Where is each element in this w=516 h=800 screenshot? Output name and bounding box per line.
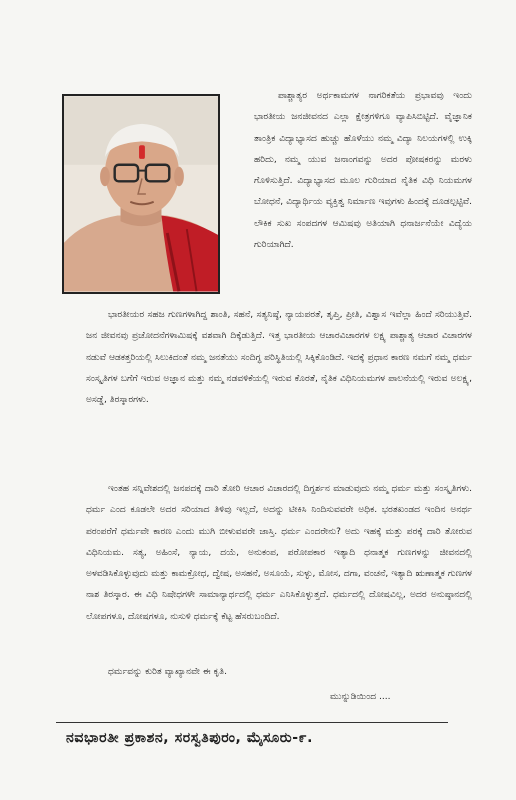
paragraph-1-lead: ಭಾರತೀಯರ ಸಹಜ ಗುಣಗಳಾಗಿದ್ದ ಶಾಂತಿ, ಸಹನೆ, ಸತ್ಯನಿಷ್ಠೆ, ನ್ಯಾಯಪರತೆ, <box>108 310 324 320</box>
author-portrait <box>62 94 220 294</box>
divider-line <box>56 722 448 723</box>
publisher-imprint: ನವಭಾರತೀ ಪ್ರಕಾಶನ, ಸರಸ್ವತಿಪುರಂ, ಮೈಸೂರು-೯. <box>66 730 314 746</box>
signoff-text: ಮುನ್ನುಡಿಯಿಂದ .... <box>330 692 391 702</box>
paragraph-1-text: ತೃಪ್ತಿ, ಪ್ರೀತಿ, ವಿಶ್ವಾಸ ಇವೆಲ್ಲಾ ಹಿಂದೆ ಸರಿಯುತ್ತಿವೆ. ಜನ ಜೀವನವು ಪ್ರಚೋದನೆಗಳಾಮಿಷಕ್ಕೆ ವಶವಾಗಿ ದಿಕ್ಕೆಡುತ್ತಿದೆ. ಇತ್ತ ಭಾರತೀಯ ಆಚಾರವಿಚಾರಗಳ ಲಕ್ಷ್ಯ ಪಾಶ್ಚಾತ್ಯ ಆಚಾರ ವಿಚಾರಗಳ ನಡುವೆ ಆಡಕತ್ತರಿಯಲ್ಲಿ ಸಿಲುಕಿದಂತೆ ನಮ್ಮ ಜನತೆಯು ಸಂದಿಗ್ಧ ಪರಿಸ್ಥಿತಿಯಲ್ಲಿ ಸಿಕ್ಕಿಕೊಂಡಿದೆ. ಇದಕ್ಕೆ ಪ್ರಧಾನ ಕಾರಣ ನಮಗೆ ನಮ್ಮ ಧರ್ಮ ಸಂಸ್ಕೃತಿಗಳ ಬಗೆಗೆ ಇರುವ ಅಜ್ಞಾನ ಮತ್ತು ನಮ್ಮ ನಡವಳಿಕೆಯಲ್ಲಿ ಇರುವ ಕೊರತೆ, ನೈತಿಕ ವಿಧಿನಿಯಮಗಳ ಪಾಲನೆಯಲ್ಲಿ ಇರುವ ಅಲಕ್ಷ್ಯ, ಅಸಡ್ಡೆ, ತಿರಸ್ಕಾರಗಳು. <box>86 310 472 406</box>
intro-paragraph <box>254 86 472 256</box>
body-paragraph-2 <box>86 479 472 628</box>
body-paragraph-3 <box>86 662 472 683</box>
intro-first-line: ಪಾಶ್ಚಾತ್ಯರ ಅರ್ಥಕಾಮಗಳ ನಾಗರಿಕತೆಯ <box>278 91 406 101</box>
paragraph-2-lead: ಇಂತಹ ಸನ್ನಿವೇಶದಲ್ಲಿ ಜನಪದಕ್ಕೆ ದಾರಿ ತೋರಿ ಆಚಾರ ವಿಚಾರದಲ್ಲಿ <box>108 484 301 494</box>
paragraph-2-text: ದಿಗ್ದರ್ಶನ ಮಾಡುವುದು ನಮ್ಮ ಧರ್ಮ ಮತ್ತು ಸಂಸ್ಕೃತಿಗಳು. ಧರ್ಮ ಎಂದ ಕೂಡಲೇ ಅದರ ಸರಿಯಾದ ತಿಳಿವು ಇಲ್ಲದೆ, ಅದನ್ನು ಟೀಕಿಸಿ ನಿಂದಿಸುವವರೇ ಅಧಿಕ. ಭರತಖಂಡದ ಇಂದಿನ ಅನರ್ಥ ಪರಂಪರೆಗೆ ಧರ್ಮವೇ ಕಾರಣ ಎಂದು ಮುಗಿ ಬೀಳುವವರೇ ಜಾಸ್ತಿ. ಧರ್ಮ ಎಂದರೇನು? ಅದು ಇಹಕ್ಕೆ ಮತ್ತು ಪರಕ್ಕೆ ದಾರಿ ತೋರುವ ವಿಧಿನಿಯಮ. ಸತ್ಯ, ಅಹಿಂಸೆ, ನ್ಯಾಯ, ದಯೆ, ಅನುಕಂಪ, ಪರೋಪಕಾರ ಇತ್ಯಾದಿ ಧನಾತ್ಮಕ ಗುಣಗಳನ್ನು ಜೀವನದಲ್ಲಿ ಅಳವಡಿಸಿಕೊಳ್ಳುವುದು ಮತ್ತು ಕಾಮಕ್ರೋಧ, ದ್ವೇಷ, ಅಸಹನೆ, ಅಸೂಯೆ, ಸುಳ್ಳು, ಮೋಸ, ದಗಾ, ವಂಚನೆ, ಇತ್ಯಾದಿ ಋಣಾತ್ಮಕ ಗುಣಗಳ ನಾಶ ತಿರಸ್ಕಾರ. ಈ ವಿಧಿ ನಿಷೇಧಗಳೇ ಸಾಮಾನ್ಯಾರ್ಥದಲ್ಲಿ ಧರ್ಮ ಎನಿಸಿಕೊಳ್ಳುತ್ತದೆ. ಧರ್ಮದಲ್ಲಿ ದೋಷವಿಲ್ಲ, ಅದರ ಅನುಷ್ಠಾನದಲ್ಲಿ ಲೋಪಗಳೂ, ದೋಷಗಳೂ, ನುಸುಳಿ ಧರ್ಮಕ್ಕೆ ಕೆಟ್ಟ ಹೆಸರುಬಂದಿದೆ. <box>86 484 472 622</box>
author-portrait-image <box>64 96 218 292</box>
intro-text: ಪ್ರಭಾವವು ಇಂದು ಭಾರತೀಯ ಜನಜೀವನದ ಎಲ್ಲಾ ಕ್ಷೇತ್ರಗಳಿಗೂ ವ್ಯಾಪಿಸಿಬಿಟ್ಟಿದೆ. ವೈಜ್ಞಾನಿಕ ತಾಂತ್ರಿಕ ವಿದ್ಯಾಭ್ಯಾಸದ ಹುಚ್ಚು ಹೊಳೆಯು ನಮ್ಮ ವಿದ್ಯಾ ನಿಲಯಗಳಲ್ಲಿ ಉಕ್ಕಿ ಹರಿದು, ನಮ್ಮ ಯುವ ಜನಾಂಗವನ್ನು ಅದರ ಪೋಷಕರನ್ನು ಮರಳು ಗೊಳಿಸುತ್ತಿದೆ. ವಿದ್ಯಾಭ್ಯಾಸದ ಮೂಲ ಗುರಿಯಾದ ನೈತಿಕ ವಿಧಿ ನಿಯಮಗಳ ಬೋಧನೆ, ವಿದ್ಯಾರ್ಥಿಯ ವ್ಯಕ್ತಿತ್ವ ನಿರ್ಮಾಣ ಇವುಗಳು ಹಿಂದಕ್ಕೆ ದೂಡಲ್ಪಟ್ಟಿವೆ. ಲೌಕಿಕ ಸುಖ ಸಂಪದಗಳ ಆಮಿಷವು ಅತಿಯಾಗಿ ಧನಾರ್ಜನೆಯೇ ವಿದ್ಯೆಯ ಗುರಿಯಾಗಿದೆ. <box>254 91 472 251</box>
paragraph-3-text: ಧರ್ಮವನ್ನು ಕುರಿತ ವ್ಯಾಖ್ಯಾನವೇ ಈ ಕೃತಿ. <box>108 667 228 677</box>
body-paragraph-1 <box>86 305 472 411</box>
